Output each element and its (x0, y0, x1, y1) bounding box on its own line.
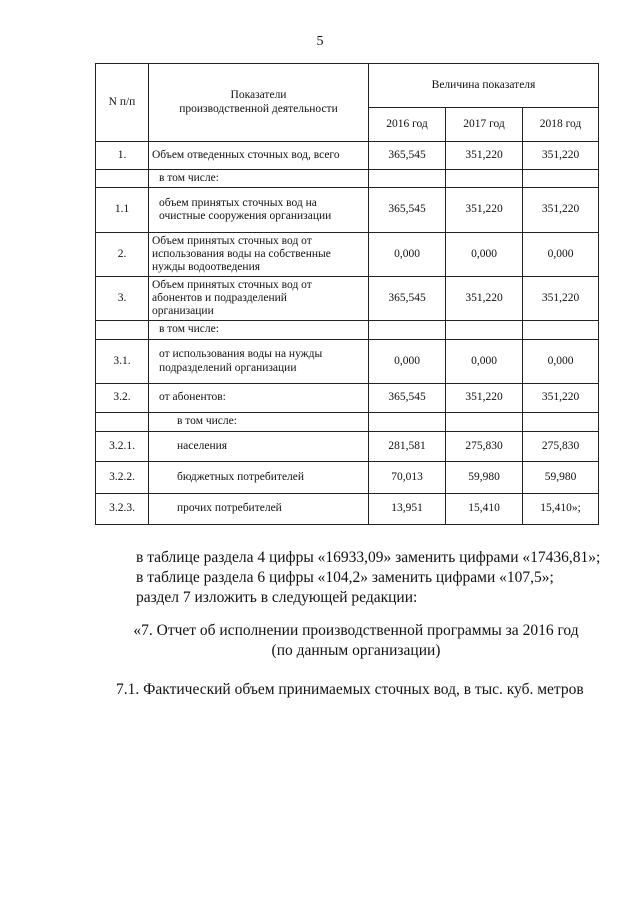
row-number (96, 321, 149, 340)
row-indicator-line: в том числе: (159, 171, 219, 184)
row-value-2016: 0,000 (369, 233, 446, 277)
row-indicator-line: бюджетных потребителей (177, 470, 305, 483)
row-indicator-line: очистные сооружения организации (159, 210, 332, 222)
row-value-2016: 365,545 (369, 188, 446, 233)
row-value-2017: 351,220 (446, 277, 523, 321)
row-indicator-line: абонентов и подразделений (152, 291, 287, 304)
row-value-2018: 59,980 (523, 462, 599, 494)
header-indicators (149, 64, 369, 142)
table-row (96, 413, 599, 432)
table-row (96, 142, 599, 170)
row-value-2018: 351,220 (523, 384, 599, 413)
row-value-2018 (523, 321, 599, 340)
row-indicator-line: от абонентов: (159, 391, 226, 404)
row-number: 3.2.3. (96, 494, 149, 525)
row-value-2017: 15,410 (446, 494, 523, 525)
row-indicator-line: Объем отведенных сточных вод, всего (152, 148, 340, 161)
row-value-2017: 0,000 (446, 233, 523, 277)
row-number: 3.2.2. (96, 462, 149, 494)
row-value-2016: 0,000 (369, 340, 446, 384)
row-indicator-line: нужды водоотведения (152, 261, 261, 274)
table-row (96, 462, 599, 494)
row-value-2018: 0,000 (523, 340, 599, 384)
row-indicator-line: прочих потребителей (177, 502, 282, 515)
paragraph-section-6: в таблице раздела 6 цифры «104,2» заменить цифрами «107,5»; (136, 569, 554, 587)
row-indicator (149, 384, 369, 413)
row-indicator-line: населения (177, 439, 228, 452)
row-indicator-line: организации (152, 305, 214, 318)
row-number (96, 170, 149, 188)
table-body (96, 142, 599, 525)
row-value-2018: 351,220 (523, 277, 599, 321)
table-row (96, 494, 599, 525)
header-indicators-line1: Показатели (230, 89, 287, 102)
section-title-line1: «7. Отчет об исполнении производственной программы за 2016 год (133, 622, 579, 639)
paragraph-section-4: в таблице раздела 4 цифры «16933,09» заменить цифрами «17436,81»; (136, 549, 601, 566)
row-value-2017: 275,830 (446, 432, 523, 462)
row-value-2018: 275,830 (523, 432, 599, 462)
header-value-group: Величина показателя (369, 64, 599, 108)
header-year-2017: 2017 год (446, 108, 523, 142)
row-value-2018: 15,410»; (523, 494, 599, 525)
row-indicator-line: объем принятых сточных вод на (159, 196, 317, 209)
row-value-2017: 351,220 (446, 384, 523, 413)
table-row (96, 188, 599, 233)
row-number: 1. (96, 142, 149, 170)
row-value-2017 (446, 170, 523, 188)
row-indicator (149, 277, 369, 321)
header-number: N п/п (96, 64, 149, 142)
row-value-2018 (523, 413, 599, 432)
row-indicator-line: Объем принятых сточных вод от (152, 278, 312, 291)
row-number: 3.2. (96, 384, 149, 413)
row-value-2018: 0,000 (523, 233, 599, 277)
row-value-2017: 59,980 (446, 462, 523, 494)
page-number: 5 (316, 34, 324, 49)
row-value-2016: 365,545 (369, 277, 446, 321)
row-number: 3.2.1. (96, 432, 149, 462)
row-indicator-line: от использования воды на нужды (159, 348, 323, 361)
row-indicator-line: в том числе: (177, 415, 237, 428)
row-indicator (149, 142, 369, 170)
header-indicators-line2: производственной деятельности (179, 102, 338, 115)
row-number: 3. (96, 277, 149, 321)
row-indicator (149, 170, 369, 188)
row-value-2017 (446, 321, 523, 340)
row-indicator (149, 340, 369, 384)
table-row (96, 384, 599, 413)
row-value-2016: 281,581 (369, 432, 446, 462)
row-value-2016: 70,013 (369, 462, 446, 494)
row-number (96, 413, 149, 432)
row-indicator (149, 432, 369, 462)
table-row (96, 321, 599, 340)
row-indicator (149, 188, 369, 233)
amendments-paragraphs (0, 548, 640, 608)
row-indicator (149, 233, 369, 277)
row-value-2016: 365,545 (369, 384, 446, 413)
row-value-2017: 0,000 (446, 340, 523, 384)
table-row (96, 170, 599, 188)
header-year-2016: 2016 год (369, 108, 446, 142)
row-indicator-line: Объем принятых сточных вод от (152, 234, 312, 247)
section-title-line2: (по данным организации) (271, 642, 441, 660)
row-value-2016 (369, 170, 446, 188)
row-indicator-line: использования воды на собственные (152, 247, 331, 260)
row-value-2018: 351,220 (523, 188, 599, 233)
row-value-2017: 351,220 (446, 188, 523, 233)
row-number: 1.1 (96, 188, 149, 233)
row-value-2016 (369, 413, 446, 432)
row-indicator (149, 321, 369, 340)
table-row (96, 432, 599, 462)
row-value-2018: 351,220 (523, 142, 599, 170)
subsection-title-text: 7.1. Фактический объем принимаемых сточных вод, в тыс. куб. метров (116, 681, 584, 698)
row-value-2016: 13,951 (369, 494, 446, 525)
table-row (96, 233, 599, 277)
production-indicators-table (95, 63, 599, 525)
row-value-2018 (523, 170, 599, 188)
row-number: 2. (96, 233, 149, 277)
row-indicator (149, 494, 369, 525)
table-row (96, 277, 599, 321)
section-title (0, 621, 640, 661)
row-indicator (149, 413, 369, 432)
table-row (96, 340, 599, 384)
row-value-2017: 351,220 (446, 142, 523, 170)
subsection-title (0, 680, 640, 700)
row-value-2016: 365,545 (369, 142, 446, 170)
header-year-2018: 2018 год (523, 108, 599, 142)
row-indicator-line: подразделений организации (159, 361, 297, 374)
row-indicator-line: в том числе: (159, 323, 219, 336)
paragraph-section-7: раздел 7 изложить в следующей редакции: (136, 589, 418, 607)
row-value-2016 (369, 321, 446, 340)
row-indicator (149, 462, 369, 494)
row-number: 3.1. (96, 340, 149, 384)
row-value-2017 (446, 413, 523, 432)
